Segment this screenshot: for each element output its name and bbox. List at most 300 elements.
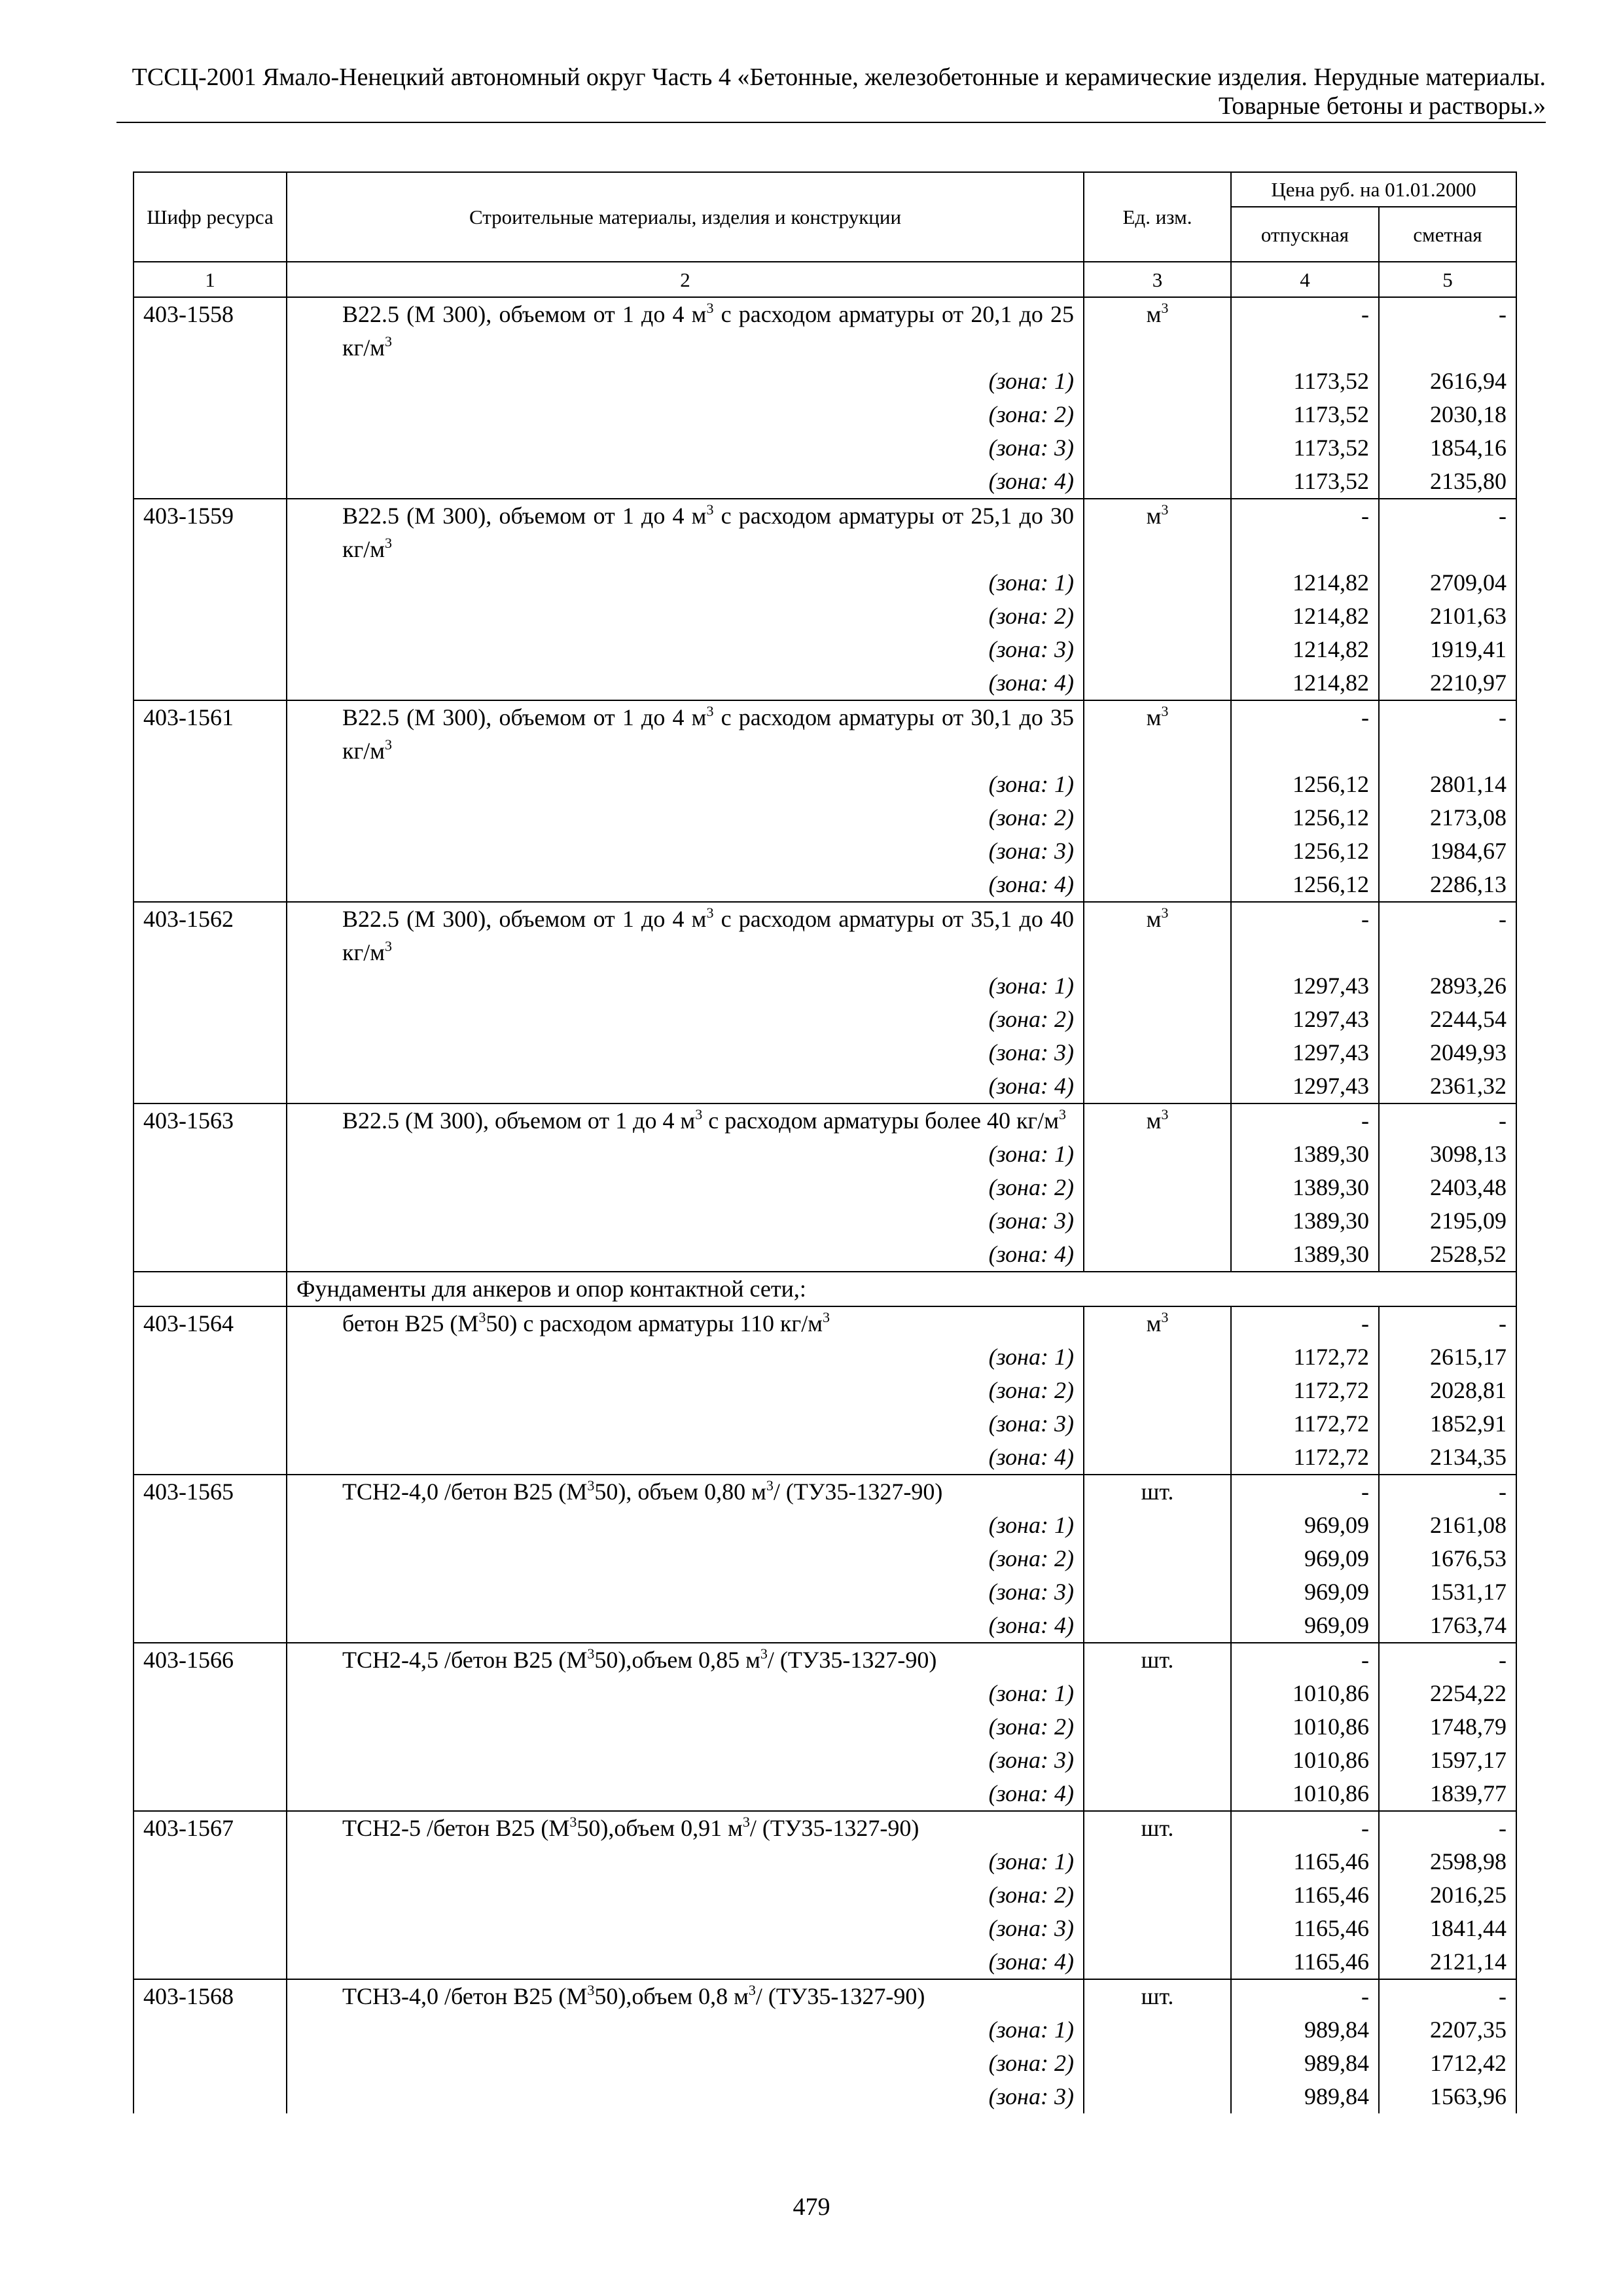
zone-row [134, 1204, 1516, 1238]
estimate-price: 2615,17 [1379, 1340, 1516, 1374]
estimate-price: 2709,04 [1379, 566, 1516, 600]
resource-row [134, 1306, 1516, 1340]
resource-code: 403-1563 [134, 1103, 287, 1138]
zone-unit-cell [1084, 633, 1231, 666]
release-price: 1297,43 [1231, 1036, 1379, 1069]
zone-label: (зона: 1) [287, 1138, 1084, 1171]
estimate-price: 2173,08 [1379, 801, 1516, 834]
zone-unit-cell [1084, 1677, 1231, 1710]
estimate-price: 2616,94 [1379, 365, 1516, 398]
zone-label: (зона: 2) [287, 1542, 1084, 1575]
release-price: 1165,46 [1231, 1878, 1379, 1912]
resource-row [134, 700, 1516, 768]
estimate-price: 2195,09 [1379, 1204, 1516, 1238]
release-price: 1173,52 [1231, 398, 1379, 431]
release-price: 1172,72 [1231, 1340, 1379, 1374]
estimate-price: 2210,97 [1379, 666, 1516, 700]
zone-unit-cell [1084, 1238, 1231, 1272]
release-price: 1010,86 [1231, 1777, 1379, 1811]
release-price: - [1231, 1811, 1379, 1845]
zone-unit-cell [1084, 566, 1231, 600]
zone-unit-cell [1084, 801, 1231, 834]
page-number: 479 [793, 2193, 830, 2221]
zone-code-cell [134, 2047, 287, 2080]
release-price: 1389,30 [1231, 1204, 1379, 1238]
zone-label: (зона: 2) [287, 801, 1084, 834]
resource-name [287, 1306, 1084, 1340]
estimate-price: 2893,26 [1379, 969, 1516, 1003]
estimate-price: 2135,80 [1379, 465, 1516, 499]
resource-name [287, 1103, 1084, 1138]
zone-unit-cell [1084, 1609, 1231, 1643]
release-price: - [1231, 1306, 1379, 1340]
resource-unit: $м^3$ [1084, 499, 1231, 566]
resource-name [287, 902, 1084, 969]
estimate-price: - [1379, 700, 1516, 768]
zone-code-cell [134, 868, 287, 902]
resource-row [134, 1643, 1516, 1677]
zone-label: (зона: 3) [287, 1036, 1084, 1069]
zone-row [134, 398, 1516, 431]
header-estimate: сметная [1379, 207, 1516, 262]
zone-label: (зона: 3) [287, 834, 1084, 868]
release-price: 989,84 [1231, 2047, 1379, 2080]
estimate-price: - [1379, 1475, 1516, 1509]
resource-code: 403-1558 [134, 297, 287, 365]
zone-label: (зона: 2) [287, 1878, 1084, 1912]
release-price: - [1231, 1979, 1379, 2013]
estimate-price: - [1379, 1103, 1516, 1138]
estimate-price: 2028,81 [1379, 1374, 1516, 1407]
zone-code-cell [134, 600, 287, 633]
zone-label: (зона: 4) [287, 1069, 1084, 1103]
release-price: 1256,12 [1231, 834, 1379, 868]
resource-name [287, 499, 1084, 566]
col-number: 1 [134, 262, 287, 297]
zone-label: (зона: 4) [287, 465, 1084, 499]
release-price: 1256,12 [1231, 768, 1379, 801]
zone-label: (зона: 3) [287, 1204, 1084, 1238]
header-line-2: Товарные бетоны и растворы.» [1219, 92, 1546, 120]
estimate-price: 2598,98 [1379, 1845, 1516, 1878]
zone-code-cell [134, 1036, 287, 1069]
estimate-price: 2254,22 [1379, 1677, 1516, 1710]
zone-row [134, 2047, 1516, 2080]
release-price: 1389,30 [1231, 1238, 1379, 1272]
release-price: 1165,46 [1231, 1912, 1379, 1945]
zone-code-cell [134, 1204, 287, 1238]
zone-unit-cell [1084, 1945, 1231, 1979]
zone-label: (зона: 2) [287, 2047, 1084, 2080]
zone-label: (зона: 4) [287, 1609, 1084, 1643]
zone-label: (зона: 2) [287, 1374, 1084, 1407]
resource-code: 403-1564 [134, 1306, 287, 1340]
zone-label: (зона: 1) [287, 768, 1084, 801]
release-price: 1214,82 [1231, 666, 1379, 700]
zone-code-cell [134, 2013, 287, 2047]
zone-label: (зона: 1) [287, 1340, 1084, 1374]
estimate-price: - [1379, 1811, 1516, 1845]
zone-row [134, 834, 1516, 868]
release-price: 1214,82 [1231, 566, 1379, 600]
zone-unit-cell [1084, 1374, 1231, 1407]
estimate-price: - [1379, 1979, 1516, 2013]
zone-row [134, 1542, 1516, 1575]
zone-code-cell [134, 1441, 287, 1475]
zone-code-cell [134, 1677, 287, 1710]
zone-code-cell [134, 1407, 287, 1441]
zone-unit-cell [1084, 1912, 1231, 1945]
zone-unit-cell [1084, 2047, 1231, 2080]
release-price: - [1231, 499, 1379, 566]
zone-row [134, 2013, 1516, 2047]
resource-unit: $м^3$ [1084, 902, 1231, 969]
zone-unit-cell [1084, 398, 1231, 431]
zone-unit-cell [1084, 1036, 1231, 1069]
header-rule [116, 122, 1546, 123]
zone-label: (зона: 1) [287, 2013, 1084, 2047]
zone-row [134, 1407, 1516, 1441]
zone-code-cell [134, 834, 287, 868]
release-price: - [1231, 1643, 1379, 1677]
resource-row [134, 1103, 1516, 1138]
release-price: 989,84 [1231, 2013, 1379, 2047]
zone-code-cell [134, 768, 287, 801]
zone-code-cell [134, 1710, 287, 1744]
zone-row [134, 1509, 1516, 1542]
zone-label: (зона: 4) [287, 666, 1084, 700]
zone-row [134, 969, 1516, 1003]
resource-row [134, 1979, 1516, 2013]
page-header [116, 63, 1546, 120]
release-price: 1165,46 [1231, 1845, 1379, 1878]
resource-name-text: бетон В25 $(М^350)$ с расходом арматуры 110 $кг/м^3$ [342, 1309, 830, 1336]
zone-unit-cell [1084, 2013, 1231, 2047]
zone-unit-cell [1084, 666, 1231, 700]
resource-code: 403-1559 [134, 499, 287, 566]
resource-table [133, 171, 1517, 2113]
resource-code: 403-1561 [134, 700, 287, 768]
estimate-price: 2121,14 [1379, 1945, 1516, 1979]
zone-label: (зона: 2) [287, 600, 1084, 633]
release-price: 1297,43 [1231, 1003, 1379, 1036]
zone-row [134, 666, 1516, 700]
zone-label: (зона: 1) [287, 365, 1084, 398]
zone-row [134, 600, 1516, 633]
zone-label: (зона: 2) [287, 398, 1084, 431]
zone-unit-cell [1084, 1509, 1231, 1542]
zone-unit-cell [1084, 969, 1231, 1003]
zone-row [134, 1912, 1516, 1945]
resource-name-text: В22.5 (М 300), объемом от 1 до 4 $м^3$ с расходом арматуры от 20,1 до 25 $кг/м^3$ [342, 300, 1075, 361]
estimate-price: 1712,42 [1379, 2047, 1516, 2080]
resource-name [287, 1643, 1084, 1677]
release-price: 989,84 [1231, 2080, 1379, 2113]
zone-unit-cell [1084, 431, 1231, 465]
release-price: 1010,86 [1231, 1677, 1379, 1710]
zone-unit-cell [1084, 1407, 1231, 1441]
zone-row [134, 1945, 1516, 1979]
zone-code-cell [134, 2080, 287, 2113]
zone-unit-cell [1084, 1845, 1231, 1878]
zone-unit-cell [1084, 868, 1231, 902]
zone-code-cell [134, 969, 287, 1003]
zone-code-cell [134, 801, 287, 834]
zone-row [134, 465, 1516, 499]
zone-unit-cell [1084, 2080, 1231, 2113]
resource-row [134, 499, 1516, 566]
zone-row [134, 2080, 1516, 2113]
release-price: 1256,12 [1231, 868, 1379, 902]
zone-label: (зона: 4) [287, 1238, 1084, 1272]
zone-row [134, 1777, 1516, 1811]
estimate-price: 1984,67 [1379, 834, 1516, 868]
zone-unit-cell [1084, 834, 1231, 868]
estimate-price: 1852,91 [1379, 1407, 1516, 1441]
release-price: 1172,72 [1231, 1374, 1379, 1407]
estimate-price: 1919,41 [1379, 633, 1516, 666]
release-price: 1010,86 [1231, 1710, 1379, 1744]
release-price: - [1231, 902, 1379, 969]
estimate-price: 1676,53 [1379, 1542, 1516, 1575]
zone-row [134, 431, 1516, 465]
zone-label: (зона: 1) [287, 1677, 1084, 1710]
zone-unit-cell [1084, 768, 1231, 801]
zone-label: (зона: 4) [287, 1777, 1084, 1811]
release-price: 1010,86 [1231, 1744, 1379, 1777]
release-price: 1214,82 [1231, 600, 1379, 633]
estimate-price: - [1379, 297, 1516, 365]
section-row [134, 1272, 1516, 1306]
col-number: 4 [1231, 262, 1379, 297]
header-name: Строительные материалы, изделия и конструкции [287, 172, 1084, 262]
section-title: Фундаменты для анкеров и опор контактной сети,: [287, 1272, 1516, 1306]
zone-unit-cell [1084, 1575, 1231, 1609]
resource-code: 403-1566 [134, 1643, 287, 1677]
zone-code-cell [134, 1744, 287, 1777]
resource-code: 403-1568 [134, 1979, 287, 2013]
resource-name [287, 1979, 1084, 2013]
zone-row [134, 1710, 1516, 1744]
zone-label: (зона: 1) [287, 1509, 1084, 1542]
zone-label: (зона: 2) [287, 1710, 1084, 1744]
estimate-price: 2286,13 [1379, 868, 1516, 902]
zone-row [134, 1374, 1516, 1407]
estimate-price: 1854,16 [1379, 431, 1516, 465]
resource-unit: шт. [1084, 1643, 1231, 1677]
resource-unit: $м^3$ [1084, 700, 1231, 768]
zone-code-cell [134, 1912, 287, 1945]
zone-row [134, 1238, 1516, 1272]
zone-row [134, 1340, 1516, 1374]
zone-unit-cell [1084, 1069, 1231, 1103]
estimate-price: - [1379, 1306, 1516, 1340]
release-price: 1172,72 [1231, 1441, 1379, 1475]
release-price: - [1231, 1103, 1379, 1138]
resource-unit: шт. [1084, 1475, 1231, 1509]
zone-unit-cell [1084, 1777, 1231, 1811]
estimate-price: 1841,44 [1379, 1912, 1516, 1945]
release-price: 1173,52 [1231, 431, 1379, 465]
zone-label: (зона: 4) [287, 1441, 1084, 1475]
zone-code-cell [134, 1069, 287, 1103]
estimate-price: 2016,25 [1379, 1878, 1516, 1912]
estimate-price: 1839,77 [1379, 1777, 1516, 1811]
resource-unit: шт. [1084, 1979, 1231, 2013]
zone-label: (зона: 1) [287, 566, 1084, 600]
release-price: 1297,43 [1231, 969, 1379, 1003]
zone-code-cell [134, 365, 287, 398]
release-price: 1389,30 [1231, 1138, 1379, 1171]
header-line-1: ТССЦ-2001 Ямало-Ненецкий автономный округ Часть 4 «Бетонные, железобетонные и керамические изделия. Нерудные материалы. [132, 63, 1546, 91]
zone-code-cell [134, 1777, 287, 1811]
zone-row [134, 1575, 1516, 1609]
release-price: 969,09 [1231, 1575, 1379, 1609]
resource-name-text: ТСН2-4,0 /бетон В25 $(М^350)$, объем 0,80 $м^3/$ (ТУ35-1327-90) [342, 1477, 943, 1505]
estimate-price: 2244,54 [1379, 1003, 1516, 1036]
release-price: - [1231, 297, 1379, 365]
resource-code: 403-1565 [134, 1475, 287, 1509]
release-price: 1173,52 [1231, 465, 1379, 499]
zone-code-cell [134, 465, 287, 499]
zone-unit-cell [1084, 1003, 1231, 1036]
zone-row [134, 1138, 1516, 1171]
zone-row [134, 1609, 1516, 1643]
col-number: 2 [287, 262, 1084, 297]
zone-row [134, 1003, 1516, 1036]
zone-row [134, 365, 1516, 398]
estimate-price: 2528,52 [1379, 1238, 1516, 1272]
zone-unit-cell [1084, 1138, 1231, 1171]
col-number: 5 [1379, 262, 1516, 297]
zone-code-cell [134, 1238, 287, 1272]
estimate-price: 2030,18 [1379, 398, 1516, 431]
estimate-price: 2161,08 [1379, 1509, 1516, 1542]
estimate-price: 2801,14 [1379, 768, 1516, 801]
resource-name-text: В22.5 (М 300), объемом от 1 до 4 $м^3$ с расходом арматуры от 30,1 до 35 $кг/м^3$ [342, 703, 1075, 764]
zone-unit-cell [1084, 1744, 1231, 1777]
estimate-price: - [1379, 902, 1516, 969]
zone-label: (зона: 4) [287, 1945, 1084, 1979]
zone-row [134, 768, 1516, 801]
zone-row [134, 1677, 1516, 1710]
zone-label: (зона: 3) [287, 1744, 1084, 1777]
estimate-price: 2101,63 [1379, 600, 1516, 633]
zone-unit-cell [1084, 1542, 1231, 1575]
zone-code-cell [134, 1609, 287, 1643]
zone-code-cell [134, 1003, 287, 1036]
resource-name-text: В22.5 (М 300), объемом от 1 до 4 $м^3$ с расходом арматуры от 25,1 до 30 $кг/м^3$ [342, 501, 1075, 562]
zone-label: (зона: 1) [287, 969, 1084, 1003]
zone-code-cell [134, 1845, 287, 1878]
zone-unit-cell [1084, 1340, 1231, 1374]
estimate-price: 1748,79 [1379, 1710, 1516, 1744]
zone-code-cell [134, 566, 287, 600]
zone-code-cell [134, 1575, 287, 1609]
zone-code-cell [134, 1138, 287, 1171]
release-price: 1256,12 [1231, 801, 1379, 834]
resource-row [134, 1811, 1516, 1845]
estimate-price: - [1379, 499, 1516, 566]
zone-code-cell [134, 1171, 287, 1204]
estimate-price: 1563,96 [1379, 2080, 1516, 2113]
resource-name-text: ТСН3-4,0 /бетон В25 $(М^350),объем$ 0,8 $м^3/$ (ТУ35-1327-90) [342, 1982, 925, 2009]
release-price: 969,09 [1231, 1609, 1379, 1643]
resource-code: 403-1567 [134, 1811, 287, 1845]
resource-unit: $м^3$ [1084, 1103, 1231, 1138]
release-price: 1214,82 [1231, 633, 1379, 666]
zone-unit-cell [1084, 1710, 1231, 1744]
resource-name-text: ТСН2-5 /бетон В25 $(М^350),объем$ 0,91 $м^3/$ (ТУ35-1327-90) [342, 1814, 919, 1841]
zone-label: (зона: 3) [287, 1912, 1084, 1945]
resource-name [287, 1475, 1084, 1509]
release-price: 969,09 [1231, 1509, 1379, 1542]
zone-row [134, 633, 1516, 666]
zone-unit-cell [1084, 1204, 1231, 1238]
zone-row [134, 801, 1516, 834]
release-price: - [1231, 700, 1379, 768]
zone-row [134, 1069, 1516, 1103]
resource-name-text: В22.5 (М 300), объемом от 1 до 4 $м^3$ с расходом арматуры от 35,1 до 40 $кг/м^3$ [342, 905, 1075, 965]
release-price: 1297,43 [1231, 1069, 1379, 1103]
header-release: отпускная [1231, 207, 1379, 262]
zone-unit-cell [1084, 1171, 1231, 1204]
zone-code-cell [134, 1340, 287, 1374]
release-price: 1389,30 [1231, 1171, 1379, 1204]
resource-row [134, 902, 1516, 969]
release-price: - [1231, 1475, 1379, 1509]
zone-code-cell [134, 633, 287, 666]
resource-unit: $м^3$ [1084, 1306, 1231, 1340]
zone-row [134, 566, 1516, 600]
estimate-price: 2049,93 [1379, 1036, 1516, 1069]
zone-code-cell [134, 1509, 287, 1542]
resource-name-text: ТСН2-4,5 /бетон В25 $(М^350),объем$ 0,85 $м^3/$ (ТУ35-1327-90) [342, 1645, 937, 1673]
resource-name [287, 1811, 1084, 1845]
release-price: 969,09 [1231, 1542, 1379, 1575]
estimate-price: 2403,48 [1379, 1171, 1516, 1204]
zone-label: (зона: 2) [287, 1171, 1084, 1204]
release-price: 1172,72 [1231, 1407, 1379, 1441]
estimate-price: 2207,35 [1379, 2013, 1516, 2047]
release-price: 1165,46 [1231, 1945, 1379, 1979]
zone-code-cell [134, 1878, 287, 1912]
zone-label: (зона: 2) [287, 1003, 1084, 1036]
zone-unit-cell [1084, 600, 1231, 633]
resource-name [287, 700, 1084, 768]
zone-unit-cell [1084, 465, 1231, 499]
zone-code-cell [134, 398, 287, 431]
zone-label: (зона: 3) [287, 633, 1084, 666]
resource-code: 403-1562 [134, 902, 287, 969]
section-code-cell [134, 1272, 287, 1306]
resource-unit: $м^3$ [1084, 297, 1231, 365]
zone-code-cell [134, 431, 287, 465]
estimate-price: 2361,32 [1379, 1069, 1516, 1103]
zone-row [134, 1441, 1516, 1475]
zone-code-cell [134, 1374, 287, 1407]
table-body [134, 297, 1516, 2113]
zone-label: (зона: 3) [287, 1407, 1084, 1441]
estimate-price: 1531,17 [1379, 1575, 1516, 1609]
zone-row [134, 1878, 1516, 1912]
zone-code-cell [134, 1945, 287, 1979]
resource-row [134, 1475, 1516, 1509]
zone-unit-cell [1084, 1878, 1231, 1912]
zone-label: (зона: 1) [287, 1845, 1084, 1878]
zone-row [134, 1036, 1516, 1069]
estimate-price: 3098,13 [1379, 1138, 1516, 1171]
